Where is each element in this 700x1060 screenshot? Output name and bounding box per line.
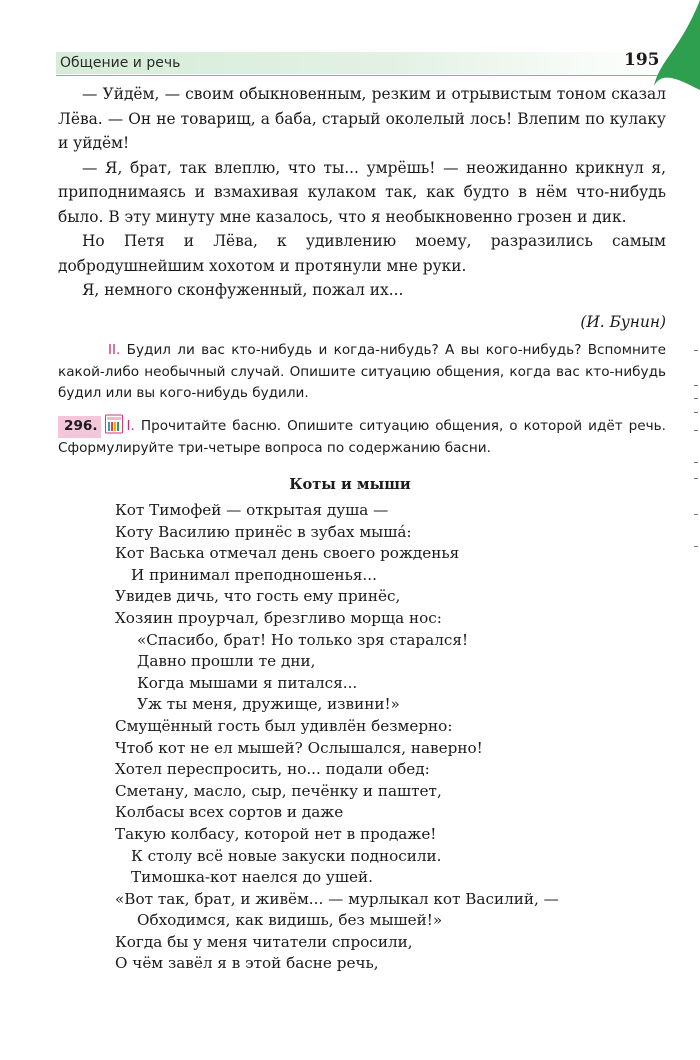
poem-line: Коту Василию принёс в зубах мыша́: bbox=[115, 522, 412, 541]
task-text: Прочитайте басню. Опишите ситуацию общения, о которой идёт речь. Сформулируйте три-четыре вопроса по содержанию басни. bbox=[58, 418, 666, 456]
poem-line: Такую колбасу, которой нет в продаже! bbox=[115, 824, 437, 843]
poem-line: Хозяин проурчал, брезгливо морща нос: bbox=[115, 608, 442, 627]
paragraph: Я, немного сконфуженный, пожал их... bbox=[82, 281, 404, 299]
roman-numeral: II. bbox=[108, 342, 121, 358]
poem-line: О чём завёл я в этой басне речь, bbox=[115, 954, 379, 973]
roman-numeral: I. bbox=[126, 418, 135, 434]
corner-swoosh-decoration bbox=[650, 0, 700, 90]
paragraph: Но Петя и Лёва, к удивлению моему, разразились самым добродушнейшим хохотом и протянули мне руки. bbox=[58, 232, 666, 275]
poem-line: Когда мышами я питался... bbox=[137, 673, 358, 692]
poem-line: Кот Васька отмечал день своего рожденья bbox=[115, 544, 460, 563]
poem-line: Когда бы у меня читатели спросили, bbox=[115, 932, 413, 951]
poem-line: К столу всё новые закуски подносили. bbox=[131, 846, 442, 865]
poem-line: Колбасы всех сортов и даже bbox=[115, 803, 344, 822]
section-title: Общение и речь bbox=[60, 55, 181, 71]
poem-line: Чтоб кот не ел мышей? Ослышался, наверно! bbox=[115, 738, 483, 757]
poem-line: Тимошка-кот наелся до ушей. bbox=[131, 868, 373, 887]
poem-line: Кот Тимофей — открытая душа — bbox=[115, 501, 389, 519]
poem-line: И принимал преподношенья... bbox=[131, 565, 377, 584]
poem-body bbox=[115, 500, 559, 975]
poem-line: Обходимся, как видишь, без мышей!» bbox=[137, 911, 443, 930]
poem-line: Смущённый гость был удивлён безмерно: bbox=[115, 716, 453, 735]
task-text: Будил ли вас кто-нибудь и когда-нибудь? А вы кого-нибудь? Вспомните какой-либо необычный случай. Опишите ситуацию общения, когда вас кто-нибудь будил или вы кого-нибудь будили. bbox=[58, 342, 666, 401]
poem-title: Коты и мыши bbox=[289, 476, 411, 493]
bookshelf-icon bbox=[105, 414, 123, 434]
poem-line: «Спасибо, брат! Но только зря старался! bbox=[137, 630, 469, 649]
author-attribution: (И. Бунин) bbox=[580, 313, 666, 331]
poem-line: Сметану, масло, сыр, печёнку и паштет, bbox=[115, 781, 442, 800]
poem-line: Хотел переспросить, но... подали обед: bbox=[115, 760, 430, 779]
exercise-296 bbox=[58, 414, 666, 459]
paragraph: — Я, брат, так влеплю, что ты... умрёшь! — неожиданно крикнул я, приподнимаясь и взмахивая кулаком так, как будто в нём что-нибудь было. В эту минуту мне казалось, что я необыкновенно грозен и дик. bbox=[58, 158, 666, 226]
paragraph: — Уйдём, — своим обыкновенным, резким и отрывистым тоном сказал Лёва. — Он не товарищ, а баба, старый околелый лось! Влепим по кулаку и уйдём! bbox=[58, 85, 666, 152]
poem-line: Увидев дичь, что гость ему принёс, bbox=[115, 587, 401, 606]
task-2 bbox=[58, 340, 666, 405]
exercise-number-badge: 296. bbox=[58, 416, 101, 438]
header-rule bbox=[56, 75, 668, 76]
poem-line: Уж ты меня, дружище, извини!» bbox=[137, 695, 400, 714]
story-excerpt bbox=[58, 82, 666, 303]
poem-line: «Вот так, брат, и живём... — мурлыкал кот Василий, — bbox=[115, 889, 559, 908]
page-number: 195 bbox=[624, 50, 660, 70]
poem-line: Давно прошли те дни, bbox=[137, 652, 316, 671]
